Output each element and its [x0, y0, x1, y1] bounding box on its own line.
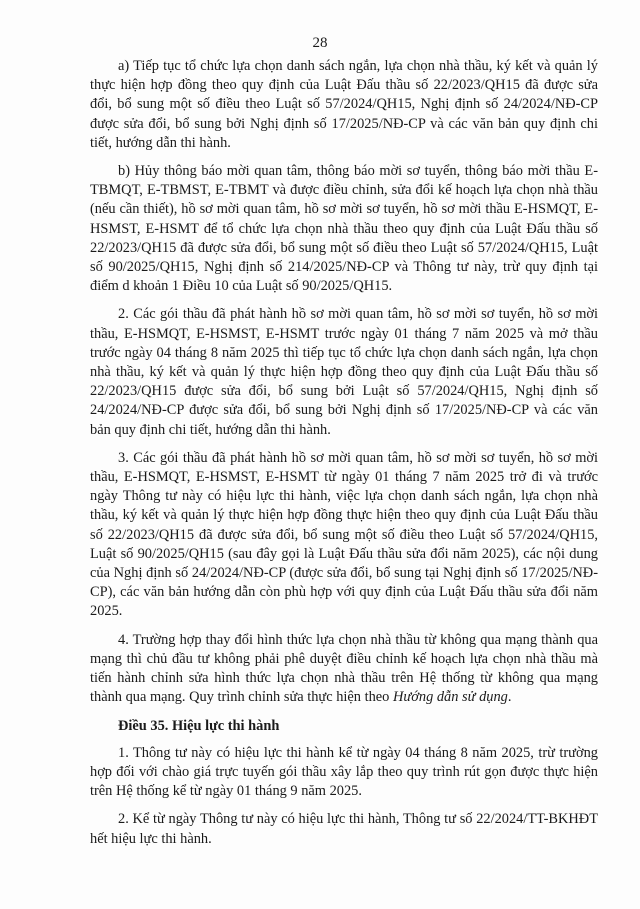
paragraph-a: a) Tiếp tục tổ chức lựa chọn danh sách ngắn, lựa chọn nhà thầu, ký kết và quản lý thực hiện hợp đồng theo quy định của Luật Đấu thầu số 22/2023/QH15 đã được sửa đổi, bổ sung một số điều theo Luật số 57/2024/QH15, Nghị định số 24/2024/NĐ-CP được sửa đổi, bổ sung bởi Nghị định số 17/2025/NĐ-CP và các văn bản quy định chi tiết, hướng dẫn thi hành. — [90, 58, 598, 151]
page-number: 28 — [312, 35, 328, 51]
article-35-paragraph-1: 1. Thông tư này có hiệu lực thi hành kể từ ngày 04 tháng 8 năm 2025, trừ trường hợp đối với chào giá trực tuyến gói thầu xây lắp theo quy trình rút gọn được thực hiện trên Hệ thống kể từ ngày 01 tháng 9 năm 2025. — [90, 744, 598, 800]
paragraph-4-tail: . — [507, 689, 512, 706]
paragraph-3: 3. Các gói thầu đã phát hành hồ sơ mời quan tâm, hồ sơ mời sơ tuyển, hồ sơ mời thầu, E-HSMQT, E-HSMST, E-HSMT từ ngày 01 tháng 7 năm 2025 trở đi và trước ngày Thông tư này có hiệu lực thi hành, việc lựa chọn danh sách ngắn, lựa chọn nhà thầu, ký kết và quản lý thực hiện hợp đồng thực hiện theo quy định của Luật Đấu thầu số 22/2023/QH15 đã được sửa đổi, bổ sung một số điều theo Luật số 57/2024/QH15, Luật số 90/2025/QH15 (sau đây gọi là Luật Đấu thầu sửa đổi năm 2025), các nội dung của Nghị định số 24/2024/NĐ-CP (được sửa đổi, bổ sung tại Nghị định số 17/2025/NĐ-CP), các văn bản hướng dẫn còn phù hợp với quy định của Luật Đấu thầu sửa đổi năm 2025. — [90, 449, 598, 620]
paragraph-4-italic: Hướng dẫn sử dụng — [392, 689, 508, 706]
paragraph-b: b) Hủy thông báo mời quan tâm, thông báo mời sơ tuyển, thông báo mời thầu E-TBMQT, E-TBMST, E-TBMT và được điều chỉnh, sửa đổi kế hoạch lựa chọn nhà thầu (nếu cần thiết), hồ sơ mời quan tâm, hồ sơ mời sơ tuyển, hồ sơ mời thầu E-HSMQT, E-HSMST, E-HSMT để tổ chức lựa chọn nhà thầu theo quy định của Luật Đấu thầu số 22/2023/QH15 đã được sửa đổi, bổ sung một số điều theo Luật số 57/2024/QH15, Luật số 90/2025/QH15, Nghị định số 214/2025/NĐ-CP và Thông tư này, trừ quy định tại điểm d khoản 1 Điều 10 của Luật số 90/2025/QH15. — [90, 163, 598, 295]
article-35-paragraph-2: 2. Kể từ ngày Thông tư này có hiệu lực thi hành, Thông tư số 22/2024/TT-BKHĐT hết hiệu lực thi hành. — [90, 811, 598, 847]
article-35-heading: Điều 35. Hiệu lực thi hành — [118, 717, 280, 734]
document-body — [90, 57, 598, 858]
paragraph-4-text: 4. Trường hợp thay đổi hình thức lựa chọn nhà thầu từ không qua mạng thành qua mạng thì chủ đầu tư không phải phê duyệt điều chỉnh kế hoạch lựa chọn nhà thầu mà tiến hành chỉnh sửa hình thức lựa chọn nhà thầu trên Hệ thống từ không qua mạng thành qua mạng. Quy trình chỉnh sửa thực hiện theo — [90, 631, 598, 706]
paragraph-2: 2. Các gói thầu đã phát hành hồ sơ mời quan tâm, hồ sơ mời sơ tuyển, hồ sơ mời thầu, E-HSMQT, E-HSMST, E-HSMT trước ngày 01 tháng 7 năm 2025 và mở thầu trước ngày 04 tháng 8 năm 2025 thì tiếp tục tổ chức lựa chọn danh sách ngắn, lựa chọn nhà thầu, ký kết và quản lý thực hiện hợp đồng theo quy định của Luật Đấu thầu số 22/2023/QH15 được sửa đổi, bổ sung bởi Luật số 57/2024/QH15, Nghị định số 24/2024/NĐ-CP được sửa đổi, bổ sung bởi Nghị định số 17/2025/NĐ-CP và các văn bản quy định chi tiết, hướng dẫn thi hành. — [90, 306, 598, 438]
paragraph-4 — [90, 631, 598, 708]
